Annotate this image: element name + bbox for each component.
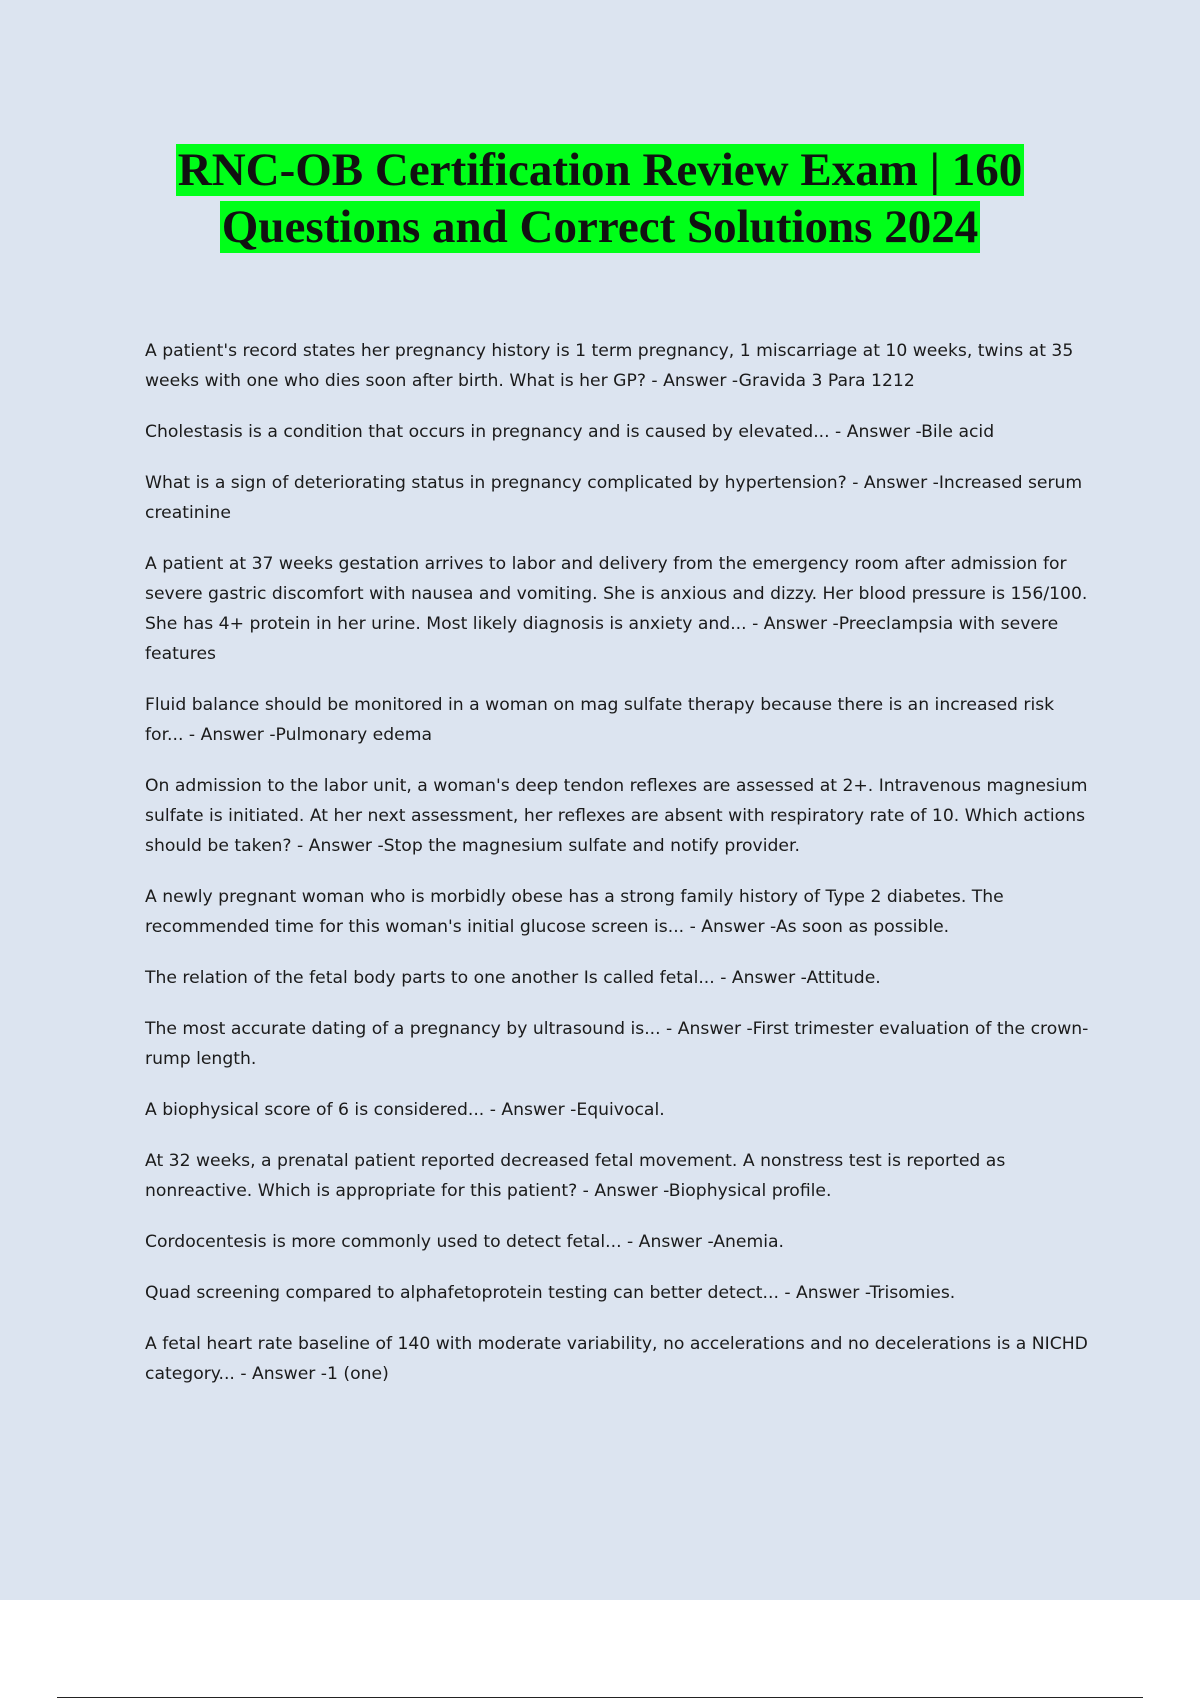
qa-item-7: A newly pregnant woman who is morbidly obese has a strong family history of Type 2 diabetes. The recommended time for this woman's initial glucose screen is... - Answer -As soon as possible. <box>145 887 1004 937</box>
qa-item-2: Cholestasis is a condition that occurs in pregnancy and is caused by elevated... - Answer -Bile acid <box>145 422 995 442</box>
qa-item-14: A fetal heart rate baseline of 140 with moderate variability, no accelerations and no decelerations is a NICHD category... - Answer -1 (one) <box>145 1334 1088 1384</box>
title-line-2: Questions and Correct Solutions 2024 <box>221 201 979 253</box>
qa-list <box>145 336 1090 1410</box>
qa-item-5: Fluid balance should be monitored in a woman on mag sulfate therapy because there is an increased risk for... - Answer -Pulmonary edema <box>145 695 1055 745</box>
qa-item-13: Quad screening compared to alphafetoprotein testing can better detect... - Answer -Trisomies. <box>145 1283 956 1303</box>
qa-item-9: The most accurate dating of a pregnancy by ultrasound is... - Answer -First trimester evaluation of the crown-rump length. <box>145 1019 1089 1069</box>
title-line-1: RNC-OB Certification Review Exam | 160 <box>177 144 1023 196</box>
title-block <box>0 142 1200 256</box>
qa-item-8: The relation of the fetal body parts to one another Is called fetal... - Answer -Attitude. <box>145 968 881 988</box>
qa-item-10: A biophysical score of 6 is considered... - Answer -Equivocal. <box>145 1100 665 1120</box>
qa-item-1: A patient's record states her pregnancy history is 1 term pregnancy, 1 miscarriage at 10 weeks, twins at 35 weeks with one who dies soon after birth. What is her GP? - Answer -Gravida 3 Para 1212 <box>145 341 1074 391</box>
page-title <box>0 142 1200 256</box>
qa-item-4: A patient at 37 weeks gestation arrives to labor and delivery from the emergency room after admission for severe gastric discomfort with nausea and vomiting. She is anxious and dizzy. Her blood pressure is 156/100. She has 4+ protein in her urine. Most likely diagnosis is anxiety and... - Answer -Preeclampsia with severe features <box>145 554 1088 664</box>
qa-item-12: Cordocentesis is more commonly used to detect fetal... - Answer -Anemia. <box>145 1232 785 1252</box>
qa-item-11: At 32 weeks, a prenatal patient reported decreased fetal movement. A nonstress test is reported as nonreactive. Which is appropriate for this patient? - Answer -Biophysical profile. <box>145 1151 1006 1201</box>
qa-item-3: What is a sign of deteriorating status in pregnancy complicated by hypertension? - Answer -Increased serum creatinine <box>145 473 1083 523</box>
qa-item-6: On admission to the labor unit, a woman's deep tendon reflexes are assessed at 2+. Intravenous magnesium sulfate is initiated. At her next assessment, her reflexes are absent with respiratory rate of 10. Which actions should be taken? - Answer -Stop the magnesium sulfate and notify provider. <box>145 776 1088 856</box>
footer-divider <box>57 1697 1143 1698</box>
